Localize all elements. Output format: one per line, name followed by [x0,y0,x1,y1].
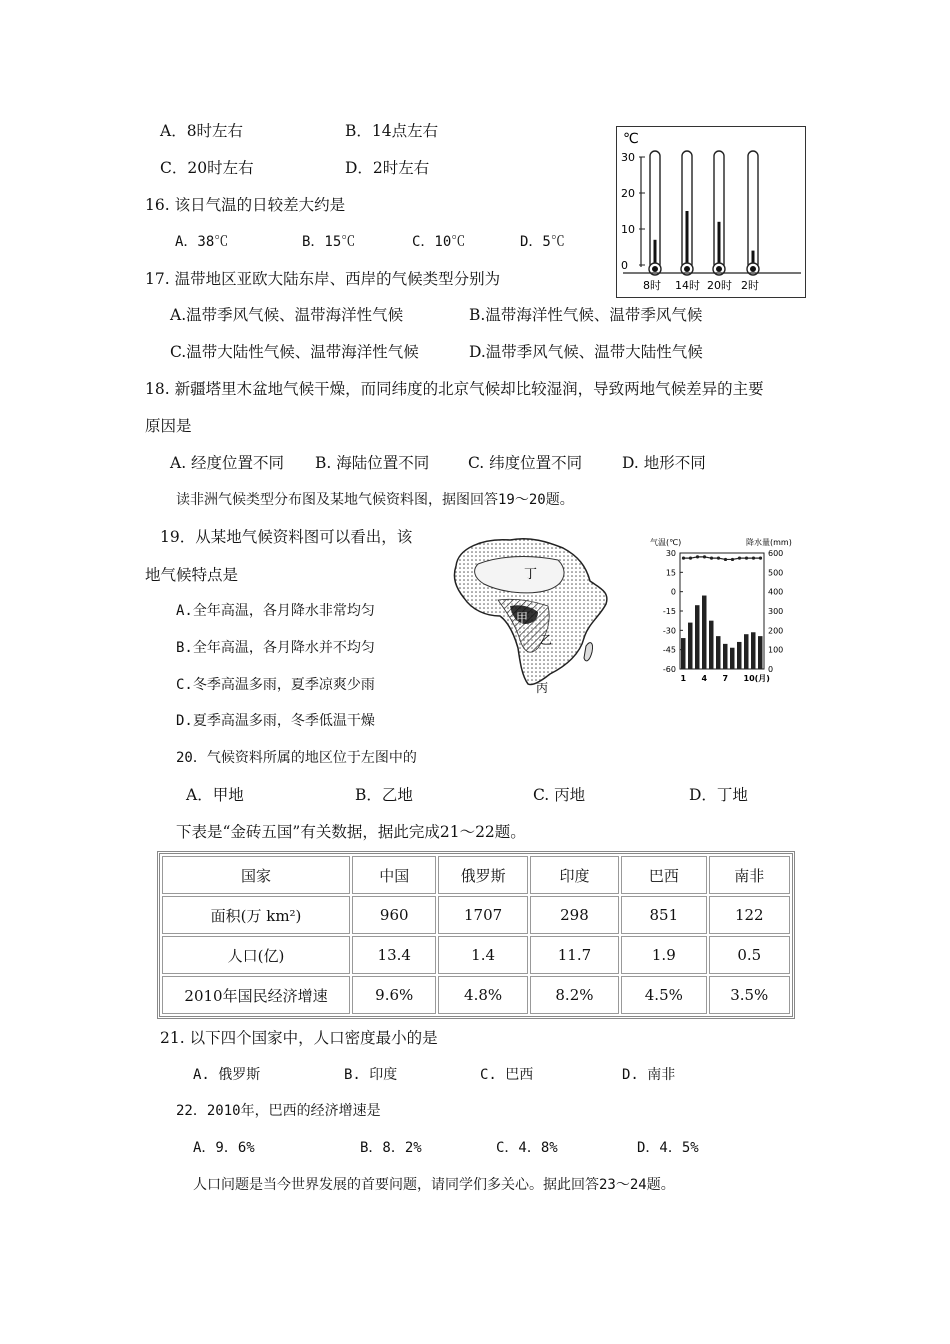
intro-19-20: 读非洲气候类型分布图及某地气候资料图，据图回答19～20题。 [176,492,574,508]
q21-option-a: A. 俄罗斯 [193,1067,261,1083]
climo-right-tick: 0 [768,665,774,674]
climo-x-tick: 7 [722,674,729,683]
q19-option-b: B.全年高温，各月降水并不均匀 [176,640,375,656]
temperature-point [682,557,685,560]
thermo-tick-label: 10 [621,223,635,236]
thermometer-bulb-fill [716,266,722,272]
temperature-point [717,557,720,560]
climo-right-tick: 600 [768,549,784,558]
q16-stem: 16. 该日气温的日较差大约是 [145,196,346,214]
precipitation-bar [723,644,728,669]
q19-stem-line1: 19．从某地气候资料图可以看出，该 [160,528,413,546]
thermometer-bulb-fill [684,266,690,272]
q18-option-c: C. 纬度位置不同 [468,454,583,472]
q21-option-d: D. 南非 [622,1067,676,1083]
table-cell: 4.8% [438,976,527,1014]
brics-table [157,851,795,1019]
q20-option-c: C. 丙地 [533,786,586,804]
q19-option-a: A.全年高温，各月降水非常均匀 [176,603,375,619]
precipitation-bar [737,642,742,669]
table-header-cell: 中国 [352,856,436,894]
map-label-bing: 丙 [536,681,549,695]
q18-stem-line2: 原因是 [145,417,192,435]
table-cell: 9.6% [352,976,436,1014]
q22-option-a: A．9．6% [193,1140,255,1156]
q17-option-a: A.温带季风气候、温带海洋性气候 [170,306,404,324]
africa-climate-map [438,526,638,696]
thermo-time-label: 2时 [741,279,759,292]
map-label-ding: 丁 [524,567,538,582]
q21-option-b: B. 印度 [344,1067,398,1083]
q18-stem-line1: 18. 新疆塔里木盆地气候干燥，而同纬度的北京气候却比较湿润，导致两地气候差异的主要 [145,380,764,398]
table-cell: 1707 [438,896,527,934]
climo-left-tick: 30 [665,549,676,558]
q15-option-d: D．2时左右 [345,159,430,177]
q19-stem-line2: 地气候特点是 [145,566,239,584]
temperature-point [703,555,706,558]
thermometer-svg [617,127,805,297]
climo-left-tick: -15 [662,607,676,616]
climo-left-tick: 15 [665,568,676,578]
climo-x-tick: 4 [701,674,708,683]
thermo-tick-label: 20 [621,187,635,200]
climo-left-tick: 0 [670,587,676,597]
q16-option-c: C．10℃ [412,234,466,250]
precipitation-bar [730,648,735,669]
q21-stem: 21. 以下四个国家中，人口密度最小的是 [160,1029,438,1047]
q20-option-d: D．丁地 [689,786,748,804]
precipitation-bar [751,632,756,669]
climo-left-title: 气温(℃) [650,538,682,547]
temperature-point [724,558,727,561]
table-cell: 3.5% [709,976,790,1014]
thermometer-bulb-fill [750,266,756,272]
table-cell: 298 [530,896,619,934]
climo-right-tick: 400 [768,587,784,597]
temperature-point [759,557,762,560]
q16-option-a: A．38℃ [175,234,229,250]
table-cell: 4.5% [621,976,706,1014]
thermo-tick-label: 0 [621,259,628,272]
q18-option-d: D. 地形不同 [622,454,706,472]
thermo-tick-label: 30 [621,151,635,164]
map-label-yi: 乙 [540,633,553,647]
table-cell: 13.4 [352,936,436,974]
q18-option-b: B. 海陆位置不同 [315,454,430,472]
table-cell: 2010年国民经济增速 [162,976,350,1014]
thermometer-figure [616,126,806,298]
temperature-point [689,557,692,560]
temperature-point [710,557,713,560]
q22-option-d: D．4．5% [637,1140,699,1156]
table-cell: 11.7 [530,936,619,974]
table-intro: 下表是“金砖五国”有关数据，据此完成21～22题。 [176,823,526,841]
q19-option-c: C.冬季高温多雨，夏季凉爽少雨 [176,677,375,693]
thermo-unit: ℃ [623,131,639,147]
q21-option-c: C. 巴西 [480,1067,534,1083]
table-cell: 0.5 [709,936,790,974]
table-header-row [162,856,790,894]
map-label-jia: 甲 [516,611,529,625]
thermo-time-label: 8时 [643,279,661,292]
table-header-cell: 印度 [530,856,619,894]
table-header-cell: 俄罗斯 [438,856,527,894]
climo-left-tick: -30 [662,626,676,636]
q15-option-a: A．8时左右 [160,122,244,140]
q15-option-c: C．20时左右 [160,159,254,177]
q18-option-a: A. 经度位置不同 [170,454,285,472]
table-cell: 8.2% [530,976,619,1014]
precipitation-bar [695,605,700,669]
climo-right-title: 降水量(mm) [746,538,792,547]
table-cell: 960 [352,896,436,934]
q19-option-d: D.夏季高温多雨，冬季低温干燥 [176,713,375,729]
climo-right-tick: 500 [768,568,784,578]
table-header-cell: 巴西 [621,856,706,894]
table-row [162,896,790,934]
precipitation-bar [688,623,693,669]
thermometer-bulb-fill [652,266,658,272]
q16-option-b: B．15℃ [302,234,356,250]
table-cell: 851 [621,896,706,934]
temperature-point [696,555,699,558]
thermo-time-label: 20时 [707,279,732,292]
temperature-point [731,558,734,561]
q20-option-b: B．乙地 [355,786,413,804]
intro-23-24: 人口问题是当今世界发展的首要问题，请同学们多关心。据此回答23～24题。 [193,1177,675,1193]
climo-x-tick: 1 [680,674,687,683]
temperature-point [745,557,748,560]
temperature-point [752,557,755,560]
table-header-cell: 国家 [162,856,350,894]
climo-right-tick: 100 [768,645,784,655]
table-row [162,976,790,1014]
table-cell: 1.9 [621,936,706,974]
q15-option-b: B．14点左右 [345,122,439,140]
precipitation-bar [702,596,707,669]
table-cell: 人口(亿) [162,936,350,974]
temperature-point [738,557,741,560]
precipitation-bar [716,636,721,669]
table-cell: 122 [709,896,790,934]
q17-option-c: C.温带大陆性气候、温带海洋性气候 [170,343,419,361]
precipitation-bar [744,634,749,669]
precipitation-bar [758,636,763,669]
q20-option-a: A．甲地 [186,786,244,804]
q17-stem: 17. 温带地区亚欧大陆东岸、西岸的气候类型分别为 [145,270,501,288]
climo-right-tick: 300 [768,607,784,616]
climo-left-tick: -45 [662,645,676,655]
q16-option-d: D．5℃ [520,234,565,250]
table-cell: 面积(万 km²) [162,896,350,934]
climo-left-tick: -60 [662,665,676,674]
precipitation-bar [681,638,686,669]
table-header-cell: 南非 [709,856,790,894]
q22-option-b: B．8．2% [360,1140,422,1156]
q22-option-c: C．4．8% [496,1140,558,1156]
precipitation-bar [709,621,714,669]
q22-stem: 22．2010年，巴西的经济增速是 [176,1103,381,1119]
q20-stem: 20．气候资料所属的地区位于左图中的 [176,750,417,766]
table-cell: 1.4 [438,936,527,974]
thermo-time-label: 14时 [675,279,700,292]
climo-right-tick: 200 [768,626,784,636]
q17-option-d: D.温带季风气候、温带大陆性气候 [469,343,703,361]
table-row [162,936,790,974]
q17-option-b: B.温带海洋性气候、温带季风气候 [469,306,703,324]
climo-x-tick: 10(月) [743,674,770,683]
temperature-line [684,557,761,560]
climate-chart [640,535,808,695]
